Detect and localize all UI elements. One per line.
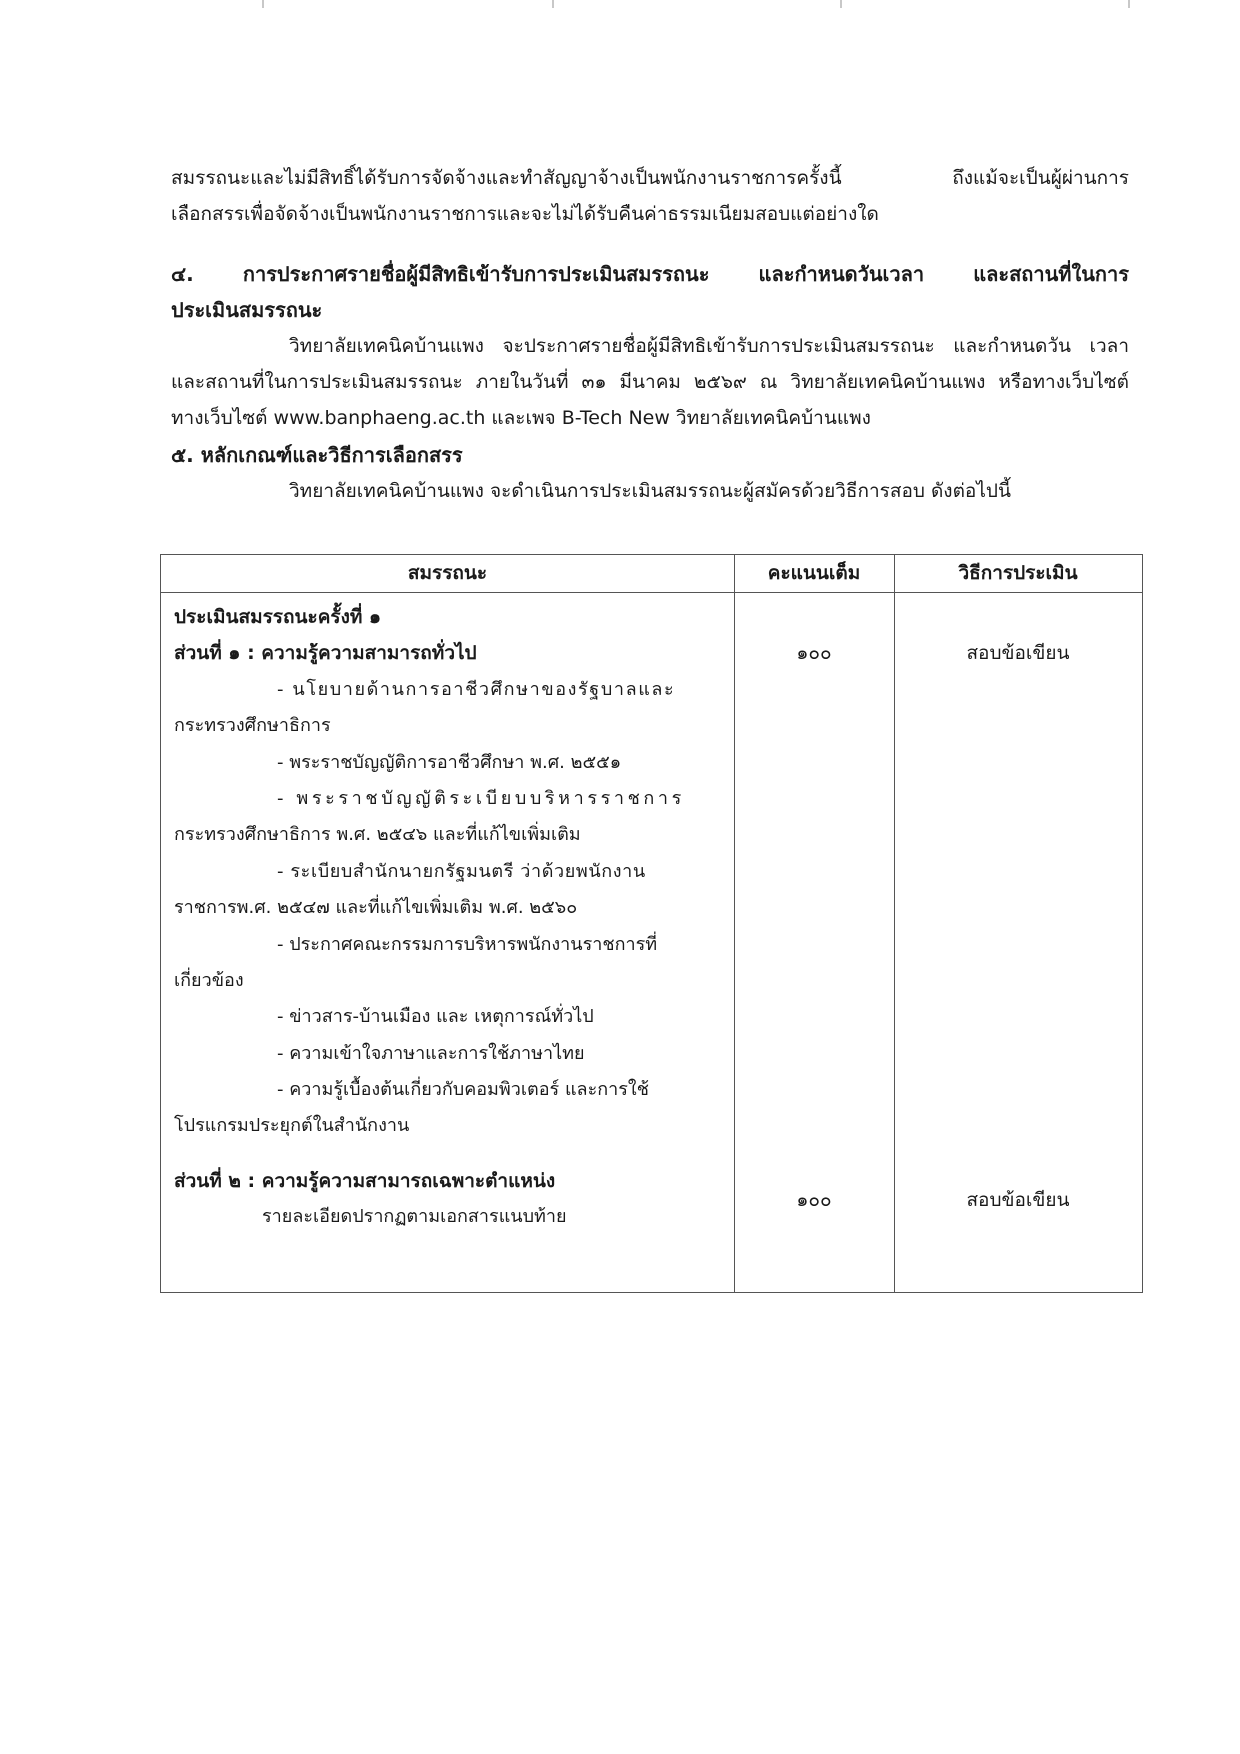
part-1-item-cont: เกี่ยวข้อง — [174, 969, 244, 991]
scan-mark — [552, 0, 554, 8]
part-1-item: - นโยบายด้านการอาชีวศึกษาของรัฐบาลและ — [277, 678, 676, 700]
part-2-detail: รายละเอียดปรากฏตามเอกสารแนบท้าย — [262, 1206, 567, 1228]
part-1-item: - ความรู้เบื้องต้นเกี่ยวกับคอมพิวเตอร์ และการใช้ — [277, 1079, 649, 1101]
part-1-item-cont: กระทรวงศึกษาธิการ พ.ศ. ๒๕๔๖ และที่แก้ไขเพิ่มเติม — [174, 824, 581, 846]
part-1-item: - ระเบียบสำนักนายกรัฐมนตรี ว่าด้วยพนักงาน — [277, 860, 646, 882]
part-1-method: สอบข้อเขียน — [966, 642, 1070, 664]
competency-cell — [174, 599, 729, 1236]
section-4-heading: ๔. การประกาศรายชื่อผู้มีสิทธิเข้ารับการประเมินสมรรถนะ และกำหนดวันเวลา และสถานที่ในการ — [171, 262, 1129, 286]
competency-table — [160, 554, 1143, 1293]
part-2-score: ๑๐๐ — [796, 1189, 832, 1211]
part-1-item: - ประกาศคณะกรรมการบริหารพนักงานราชการที่ — [277, 933, 658, 955]
part-1-item-cont: โปรแกรมประยุกต์ในสำนักงาน — [174, 1115, 410, 1137]
header-full-score: คะแนนเต็ม — [767, 562, 861, 584]
round-title: ประเมินสมรรถนะครั้งที่ ๑ — [174, 606, 382, 628]
header-method: วิธีการประเมิน — [958, 562, 1078, 584]
scan-mark — [1128, 0, 1130, 8]
part-1-title: ส่วนที่ ๑ : ความรู้ความสามารถทั่วไป — [174, 642, 477, 665]
header-divider — [161, 592, 1142, 593]
intro-paragraph — [171, 160, 1129, 232]
section-5-body: วิทยาลัยเทคนิคบ้านแพง จะดำเนินการประเมินสมรรถนะผู้สมัครด้วยวิธีการสอบ ดังต่อไปนี้ — [289, 480, 1011, 502]
section-5-heading: ๕. หลักเกณฑ์และวิธีการเลือกสรร — [171, 443, 463, 467]
section-4-heading-cont: ประเมินสมรรถนะ — [171, 298, 323, 322]
part-1-item-cont: กระทรวงศึกษาธิการ — [174, 715, 331, 737]
part-1-item: - ข่าวสาร-บ้านเมือง และ เหตุการณ์ทั่วไป — [277, 1006, 594, 1028]
part-1-item: - พระราชบัญญัติการอาชีวศึกษา พ.ศ. ๒๕๕๑ — [277, 751, 622, 773]
part-2-method: สอบข้อเขียน — [966, 1189, 1070, 1211]
section-4 — [171, 256, 1129, 436]
header-competency: สมรรถนะ — [407, 562, 488, 584]
spacer — [174, 1145, 729, 1163]
part-2-title: ส่วนที่ ๒ : ความรู้ความสามารถเฉพาะตำแหน่ง — [174, 1169, 556, 1192]
section-5 — [171, 437, 1129, 509]
section-4-body-line: ทางเว็บไซต์ www.banphaeng.ac.th และเพจ B-Tech New วิทยาลัยเทคนิคบ้านแพง — [171, 407, 871, 429]
intro-line: เลือกสรรเพื่อจัดจ้างเป็นพนักงานราชการและจะไม่ได้รับคืนค่าธรรมเนียมสอบแต่อย่างใด — [171, 203, 879, 225]
section-4-body-line: วิทยาลัยเทคนิคบ้านแพง จะประกาศรายชื่อผู้มีสิทธิเข้ารับการประเมินสมรรถนะ และกำหนดวัน เวลา — [289, 335, 1129, 357]
part-1-item: - พระราชบัญญัติระเบียบบริหารราชการ — [277, 787, 685, 809]
part-1-score: ๑๐๐ — [796, 642, 832, 664]
section-4-body-line: และสถานที่ในการประเมินสมรรถนะ ภายในวันที่ ๓๑ มีนาคม ๒๕๖๙ ณ วิทยาลัยเทคนิคบ้านแพง หรือทางเว็บไซต์ — [171, 371, 1129, 393]
scan-mark — [262, 0, 264, 8]
part-1-item: - ความเข้าใจภาษาและการใช้ภาษาไทย — [277, 1042, 585, 1064]
part-1-item-cont: ราชการพ.ศ. ๒๕๔๗ และที่แก้ไขเพิ่มเติม พ.ศ. ๒๕๖๐ — [174, 897, 578, 919]
intro-line: สมรรถนะและไม่มีสิทธิ์ได้รับการจัดจ้างและทำสัญญาจ้างเป็นพนักงานราชการครั้งนี้ ถึงแม้จะเป็นผู้ผ่านการ — [171, 167, 1129, 189]
scan-mark — [840, 0, 842, 8]
